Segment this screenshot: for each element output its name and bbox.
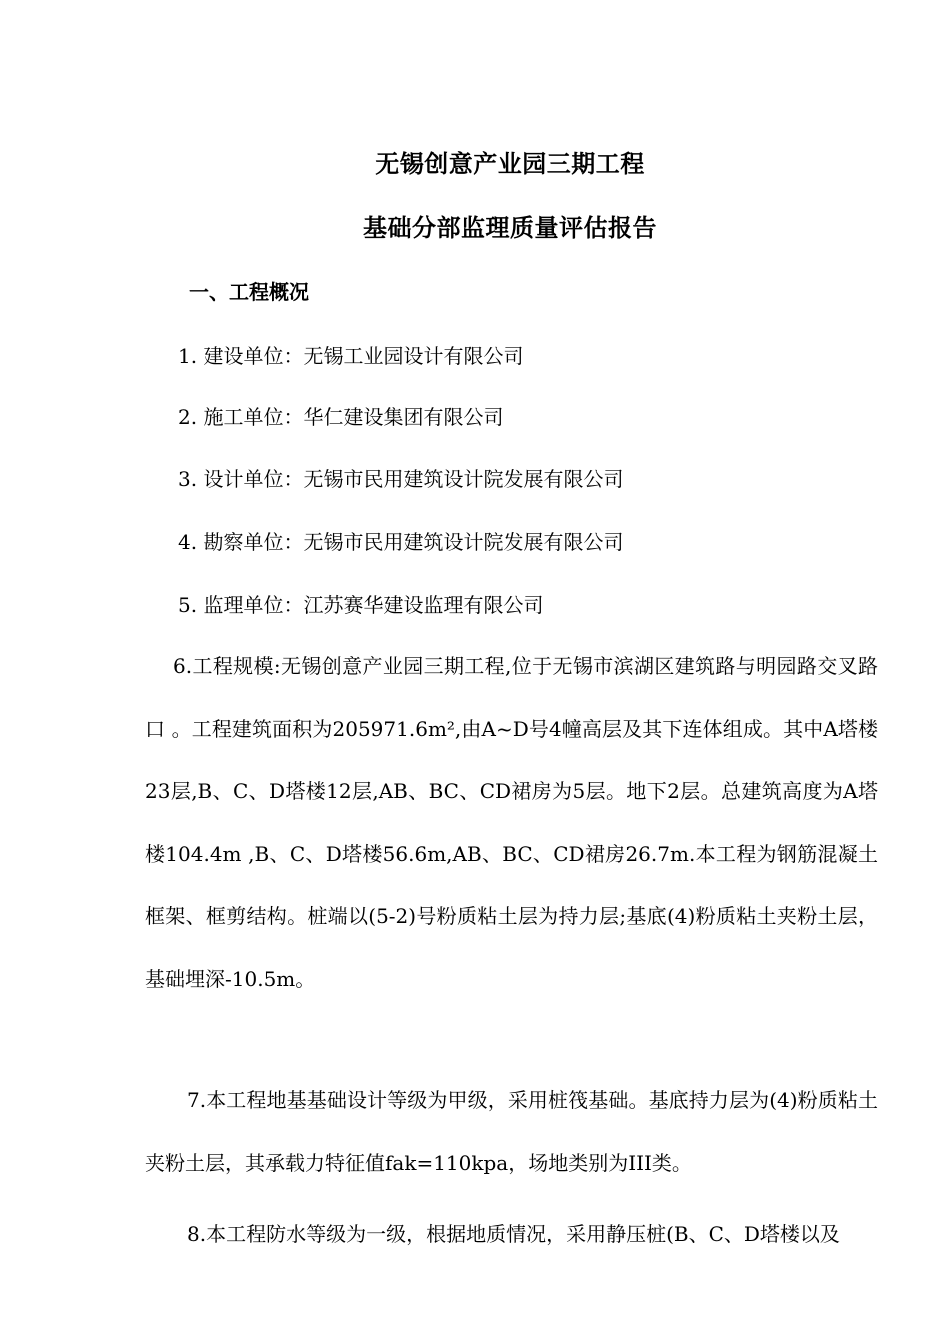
paragraph-project-scale: 6.工程规模:无锡创意产业园三期工程,位于无锡市滨湖区建筑路与明园路交叉路口 。工程建筑面积为205971.6m²,由A~D号4幢高层及其下连体组成。其中A塔楼23层,B、C、D塔楼12层,AB、BC、CD裙房为5层。地下2层。总建筑高度为A塔楼104.4m ,B、C、D塔楼56.6m,AB、BC、CD裙房26.7m.本工程为钢筋混凝土框架、框剪结构。桩端以(5-2)号粉质粘土层为持力层;基底(4)粉质粘土夹粉土层，基础埋深-10.5m。	[145, 654, 878, 991]
paragraph-foundation-grade: 7.本工程地基基础设计等级为甲级，采用桩筏基础。基底持力层为(4)粉质粘土夹粉土层，其承载力特征值fak=110kpa，场地类别为III类。	[145, 1088, 878, 1175]
paragraph-waterproof-grade: 8.本工程防水等级为一级，根据地质情况，采用静压桩(B、C、D塔楼以及	[187, 1222, 840, 1246]
document-subtitle: 基础分部监理质量评估报告	[363, 213, 657, 242]
list-item-design-unit: 3. 设计单位：无锡市民用建筑设计院发展有限公司	[178, 467, 624, 491]
document-title: 无锡创意产业园三期工程	[375, 149, 645, 178]
list-item-contractor: 2. 施工单位：华仁建设集团有限公司	[178, 405, 504, 429]
list-item-construction-unit: 1. 建设单位：无锡工业园设计有限公司	[178, 344, 524, 368]
section-heading: 一、工程概况	[189, 280, 309, 304]
list-item-survey-unit: 4. 勘察单位：无锡市民用建筑设计院发展有限公司	[178, 530, 624, 554]
list-item-supervision-unit: 5. 监理单位：江苏赛华建设监理有限公司	[178, 593, 544, 617]
